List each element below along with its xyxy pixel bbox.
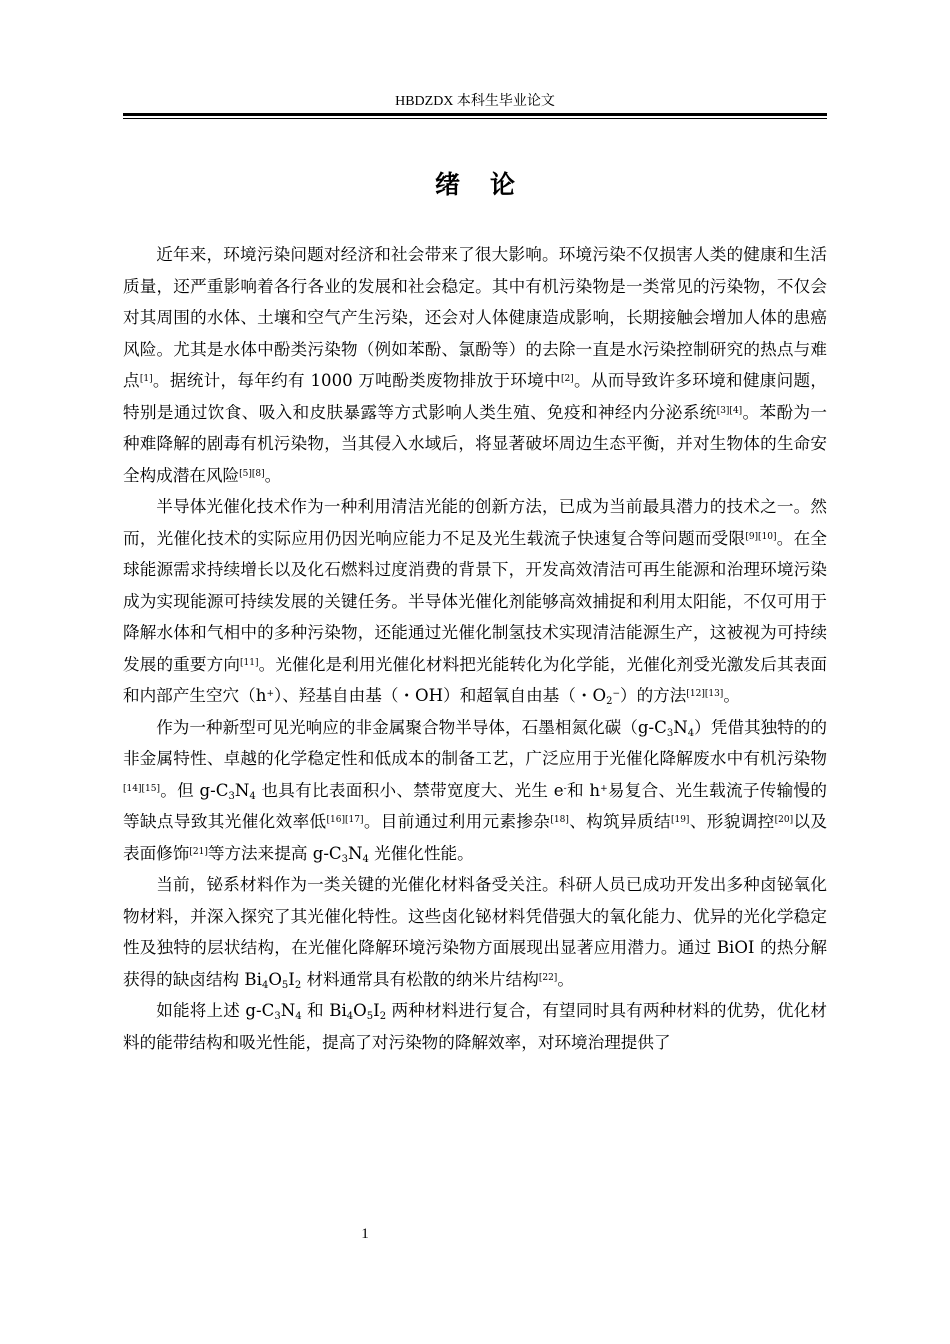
subscript: 5 [366,1011,374,1022]
citation: [19] [670,815,690,825]
subscript: 2 [606,696,613,707]
text-run: 光催化性能。 [368,843,474,863]
header-rule-thick [123,113,827,116]
text-run: 材料通常具有松散的纳米片结构 [301,969,539,989]
text-run: 。在全球能源需求持续增长以及化石燃料过度消费的背景下，开发高效清洁可再生能源和治理环境污染成为实现能源可持续发展的关键任务。半导体光催化剂能够高效捕捉和利用太阳能，不仅可用于降解水体和气相中的多种污染物，还能通过光催化制氢技术实现清洁能源生产，这被视为可持续发展的重要方向 [123,528,828,674]
paragraph-5 [123,995,827,1058]
text-run: 作为一种新型可见光响应的非金属聚合物半导体，石墨相氮化碳（g-C [156,717,667,737]
paragraph-2 [123,491,827,712]
text-run: 。 [264,465,282,485]
text-run: 、形貌调控 [689,812,775,831]
subscript: 4 [249,790,256,802]
text-run: 以及表面修饰 [123,812,828,863]
subscript: 3 [666,727,674,739]
subscript: 2 [379,1011,387,1022]
text-run: O [353,1001,367,1020]
paragraph-4 [123,869,827,995]
text-run: 。 [723,686,740,705]
text-run: N [280,1001,296,1020]
body-text [123,239,827,1058]
text-run: I [373,1001,380,1020]
text-run: 。据统计，每年约有 1000 万吨酚类废物排放于环境中 [152,371,561,390]
subscript: 3 [274,1011,281,1022]
subscript: 4 [261,979,269,991]
text-run: N [234,780,250,800]
citation: [9][10] [745,531,777,542]
citation: [2] [560,374,574,384]
subscript: 3 [228,790,235,802]
citation: [3][4] [716,405,743,416]
citation: [14][15] [123,783,160,794]
text-run: 近年来，环境污染问题对经济和社会带来了很大影响。环境污染不仅损害人类的健康和生活质量，还严重影响着各行各业的发展和社会稳定。其中有机污染物是一类常见的污染物，不仅会对其周围的水体、土壤和空气产生污染，还会对人体健康造成影响，长期接触会增加人体的患癌风险。尤其是水体中酚类污染物（例如苯酚、氯酚等）的去除一直是水污染控制研究的热点与难点 [123,245,827,390]
text-run: 。目前通过利用元素掺杂 [363,812,551,831]
citation: [11] [240,657,259,668]
citation: [12][13] [686,689,724,699]
text-run: 也具有比表面积小、禁带宽度大、光生 e [255,780,564,800]
subscript: 4 [346,1011,354,1022]
text-run: 和 Bi [301,1001,347,1020]
text-run: I [288,969,295,989]
text-run: 。苯酚为一种难降解的剧毒有机污染物，当其侵入水域后，将显著破坏周边生态平衡，并对生物体的生命安全构成潜在风险 [123,402,827,485]
citation: [16][17] [326,815,364,825]
page-number: 1 [361,1226,369,1242]
text-run: 半导体光催化技术作为一种利用清洁光能的创新方法，已成为当前最具潜力的技术之一。然而，光催化技术的实际应用仍因光响应能力不足及光生载流子快速复合等问题而受限 [123,497,827,548]
text-run: 当前，铋系材料作为一类关键的光催化材料备受关注。科研人员已成功开发出多种卤铋氧化物材料，并深入探究了其光催化特性。这些卤化铋材料凭借强大的氧化能力、优异的光化学稳定性及独特的层状结构，在光催化降解环境污染物方面展现出显著应用潜力。通过 BiOI 的热分解获得的缺卤结构 Bi [123,875,827,989]
subscript: 4 [687,727,695,739]
citation: [5][8] [239,468,265,479]
chapter-title: 绪论 [434,170,545,199]
citation: [18] [550,815,569,825]
text-run: N [348,843,363,863]
header-rule-thin [123,118,827,119]
text-run: 。光催化是利用光催化材料把光能转化为化学能，光催化剂受光激发后其表面和内部产生空穴（h [123,654,828,705]
superscript: + [600,783,608,794]
citation: [22] [538,972,558,983]
subscript: 3 [341,853,348,865]
superscript: - [563,783,567,794]
subscript: 4 [362,853,369,865]
subscript: 4 [295,1011,302,1022]
text-run: 两种材料进行复合，有望同时具有两种材料的优势，优化材料的能带结构和吸光性能，提高了对污染物的降解效率，对环境治理提供了 [123,1001,827,1052]
paragraph-3 [123,712,827,870]
running-header: HBDZDX 本科生毕业论文 [395,94,555,109]
text-run: 如能将上述 g-C [156,1001,275,1020]
text-run: 易复合、光生载流子传输慢的等缺点导致其光催化效率低 [123,780,828,831]
text-run: ）的方法 [619,686,687,705]
citation: [21] [189,846,208,857]
text-run: 。但 g-C [159,780,229,800]
text-run: 和 h [566,780,601,800]
text-run: 、构筑异质结 [568,812,671,831]
text-run: 。 [557,969,574,989]
superscript: + [266,689,274,699]
subscript: 2 [294,979,302,991]
citation: [20] [774,815,794,825]
text-run: 等方法来提高 g-C [207,843,342,863]
subscript: 5 [281,979,289,991]
text-run: ）凭借其独特的的非金属特性、卓越的化学稳定性和低成本的制备工艺，广泛应用于光催化降解废水中有机污染物 [123,717,827,768]
text-run: N [673,717,688,737]
superscript: − [612,689,620,699]
text-run: 。从而导致许多环境和健康问题，特别是通过饮食、吸入和皮肤暴露等方式影响人类生殖、免疫和神经内分泌系统 [123,371,827,422]
text-run: O [268,969,282,989]
paragraph-1 [123,239,827,491]
citation: [1] [139,374,153,384]
text-run: ）、羟基自由基（・OH）和超氧自由基（・O [273,686,607,705]
